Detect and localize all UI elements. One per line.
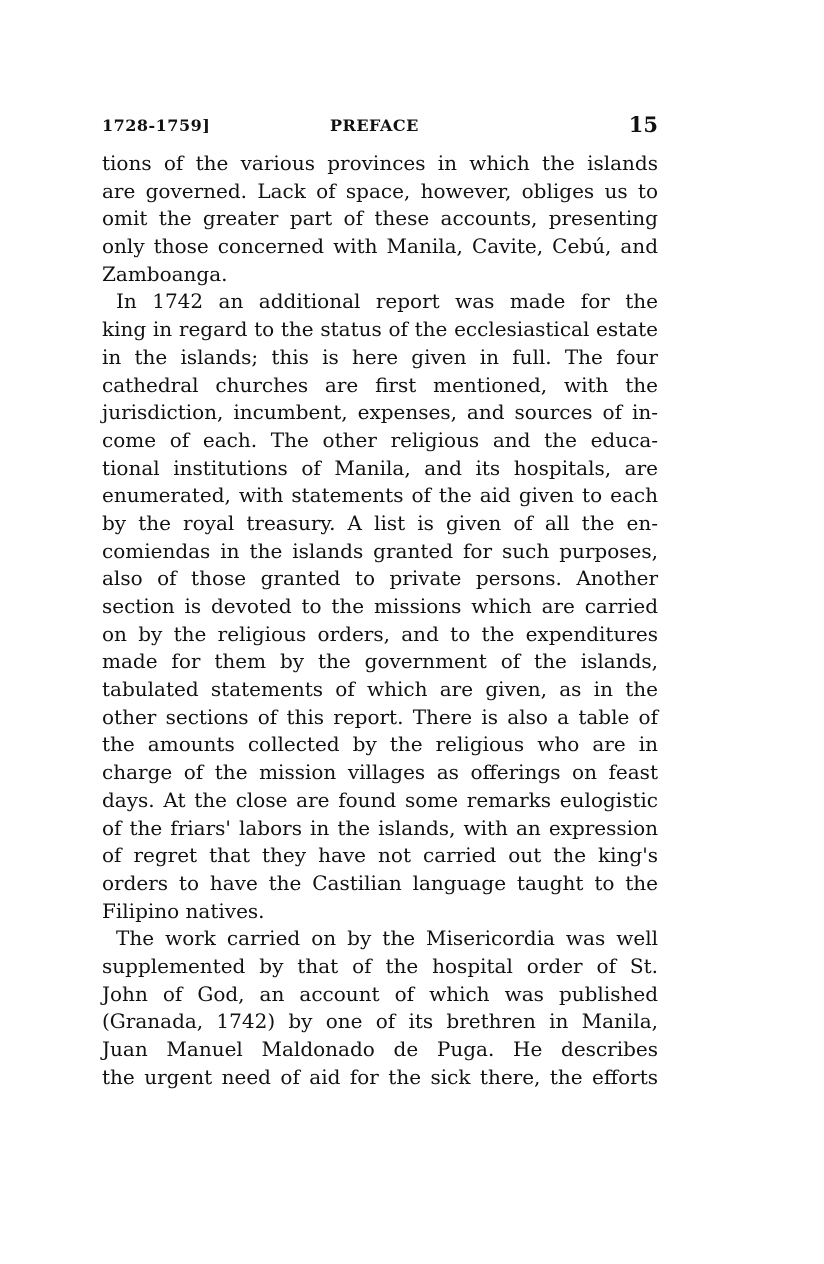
text-line: the urgent need of aid for the sick there, the efforts — [102, 1064, 658, 1089]
text-line: in the islands; this is here given in full. The four — [102, 344, 658, 369]
running-head-date-range: 1728-1759] — [102, 116, 211, 135]
text-line: also of those granted to private persons. Another — [102, 566, 658, 591]
text-line: king in regard to the status of the ecclesiastical estate — [102, 317, 658, 342]
text-line: Juan Manuel Maldonado de Puga. He describes — [102, 1037, 658, 1061]
text-line: enumerated, with statements of the aid given to each — [102, 483, 658, 508]
text-line: come of each. The other religious and the educa- — [102, 427, 658, 452]
page-number: 15 — [628, 112, 658, 137]
text-line: section is devoted to the missions which are carried — [102, 594, 658, 618]
text-line: Filipino natives. — [102, 898, 265, 923]
text-line: orders to have the Castilian language taught to the — [102, 870, 658, 895]
text-line: by the royal treasury. A list is given of all the en- — [102, 510, 658, 535]
text-line: In 1742 an additional report was made for the — [116, 289, 658, 314]
text-line: of the friars' labors in the islands, with an expression — [102, 815, 658, 840]
text-line: on by the religious orders, and to the expenditures — [102, 621, 658, 646]
text-line: of regret that they have not carried out the king's — [102, 843, 658, 868]
text-line: jurisdiction, incumbent, expenses, and sources of in- — [102, 400, 658, 425]
text-line: are governed. Lack of space, however, obliges us to — [102, 178, 658, 203]
text-line: tions of the various provinces in which the islands — [102, 151, 658, 175]
text-line: cathedral churches are first mentioned, with the — [102, 372, 658, 397]
text-line: made for them by the government of the islands, — [102, 649, 658, 674]
running-head — [102, 112, 658, 142]
text-line: The work carried on by the Misericordia was well — [116, 926, 658, 951]
text-line: Zamboanga. — [102, 261, 228, 286]
body-text — [102, 150, 658, 1091]
text-line: tional institutions of Manila, and its hospitals, are — [102, 455, 658, 480]
text-line: supplemented by that of the hospital order of St. — [102, 953, 658, 978]
text-line: John of God, an account of which was published — [102, 981, 658, 1006]
text-line: tabulated statements of which are given, as in the — [102, 677, 658, 702]
text-line: charge of the mission villages as offerings on feast — [102, 760, 658, 785]
text-line: the amounts collected by the religious who are in — [102, 732, 658, 757]
text-line: omit the greater part of these accounts, presenting — [102, 206, 658, 231]
text-line: days. At the close are found some remarks eulogistic — [102, 787, 658, 812]
text-line: comiendas in the islands granted for such purposes, — [102, 538, 658, 563]
text-line: other sections of this report. There is also a table of — [102, 704, 658, 729]
text-line: only those concerned with Manila, Cavite, Cebú, and — [102, 234, 658, 259]
text-line: (Granada, 1742) by one of its brethren in Manila, — [102, 1009, 658, 1034]
running-head-title: PREFACE — [330, 116, 419, 135]
